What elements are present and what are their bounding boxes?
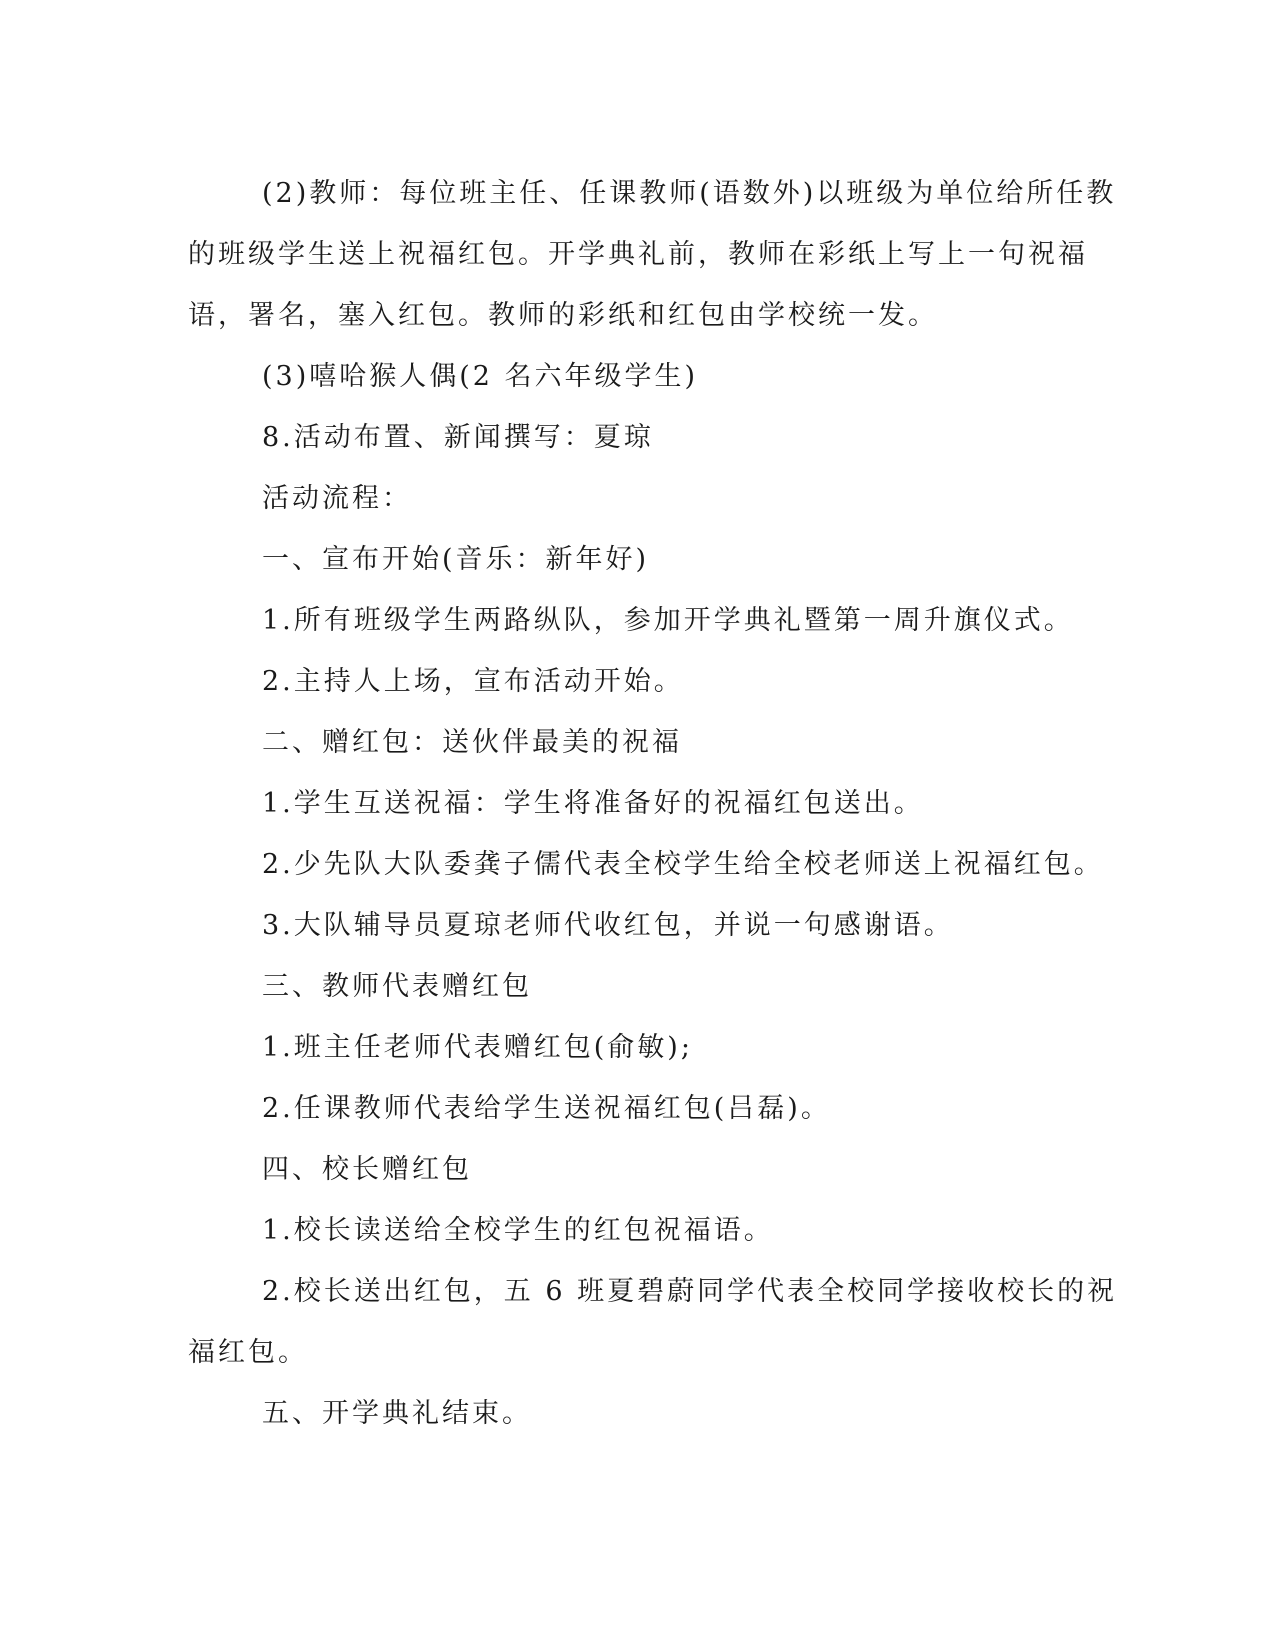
document-body	[188, 163, 1118, 1444]
section-heading: 一、宣布开始(音乐：新年好)	[262, 544, 650, 575]
list-item: 2.主持人上场，宣布活动开始。	[262, 666, 684, 697]
list-item: 1.学生互送祝福：学生将准备好的祝福红包送出。	[262, 788, 924, 819]
list-item: 1.校长读送给全校学生的红包祝福语。	[262, 1215, 774, 1246]
paragraph-line: (2)教师：每位班主任、任课教师(语数外)以班级为单位给所任教	[262, 178, 1117, 209]
list-item: 3.大队辅导员夏琼老师代收红包，并说一句感谢语。	[262, 910, 954, 941]
paragraph-line: 语，署名，塞入红包。教师的彩纸和红包由学校统一发。	[188, 300, 938, 331]
list-item: 1.班主任老师代表赠红包(俞敏);	[262, 1032, 693, 1063]
section-heading: 五、开学典礼结束。	[262, 1398, 532, 1429]
paragraph-line: 的班级学生送上祝福红包。开学典礼前，教师在彩纸上写上一句祝福	[188, 239, 1088, 270]
section-heading: 四、校长赠红包	[262, 1154, 472, 1185]
paragraph-line: (3)嘻哈猴人偶(2 名六年级学生)	[262, 361, 699, 392]
list-item: 2.少先队大队委龚子儒代表全校学生给全校老师送上祝福红包。	[262, 849, 1104, 880]
section-heading: 活动流程：	[262, 483, 412, 514]
section-heading: 二、赠红包：送伙伴最美的祝福	[262, 727, 682, 758]
list-item: 1.所有班级学生两路纵队，参加开学典礼暨第一周升旗仪式。	[262, 605, 1074, 636]
paragraph-line: 福红包。	[188, 1337, 308, 1368]
list-item: 2.任课教师代表给学生送祝福红包(吕磊)。	[262, 1093, 831, 1124]
paragraph-line: 8.活动布置、新闻撰写：夏琼	[262, 422, 654, 453]
list-item: 2.校长送出红包，五 6 班夏碧蔚同学代表全校同学接收校长的祝	[262, 1276, 1118, 1307]
section-heading: 三、教师代表赠红包	[262, 971, 532, 1002]
